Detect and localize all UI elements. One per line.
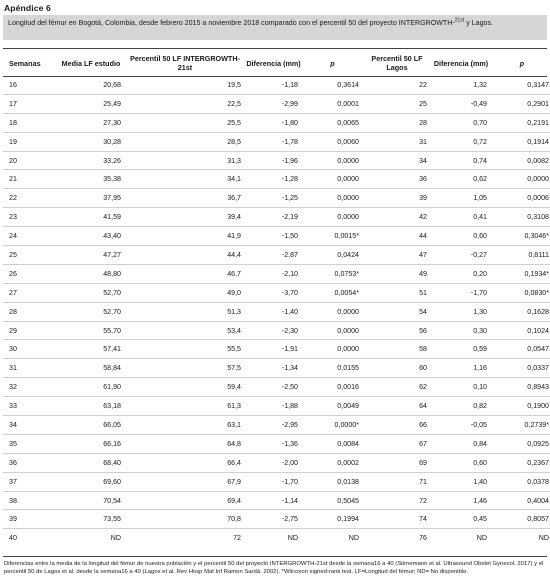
cell-percentil-lagos: 56 bbox=[363, 321, 431, 340]
cell-diferencia: -2,87 bbox=[245, 246, 302, 265]
table-body bbox=[3, 76, 550, 547]
cell-p-value: 0,0049 bbox=[302, 397, 363, 416]
cell-p-value: 0,0054* bbox=[302, 283, 363, 302]
cell-p-value: 0,0000 bbox=[302, 170, 363, 189]
cell-diferencia-lagos: 0,70 bbox=[431, 113, 491, 132]
cell-diferencia: -1,36 bbox=[245, 434, 302, 453]
cell-p-value-lagos: ND bbox=[538, 534, 549, 543]
cell-percentil-intergrowth: 51,3 bbox=[125, 302, 245, 321]
table-row bbox=[3, 227, 550, 246]
cell-percentil-intergrowth: 31,3 bbox=[125, 151, 245, 170]
cell-media-lf: ND bbox=[110, 534, 121, 543]
cell-media-lf: 48,80 bbox=[57, 264, 125, 283]
table-row bbox=[3, 246, 550, 265]
cell-percentil-lagos: 66 bbox=[363, 416, 431, 435]
cell-semana: 17 bbox=[3, 94, 57, 113]
cell-p-value: 0,1994 bbox=[302, 510, 363, 529]
table-row bbox=[3, 264, 550, 283]
cell-diferencia-lagos: ND bbox=[476, 534, 487, 543]
table-row bbox=[3, 208, 550, 227]
cell-percentil-lagos: 34 bbox=[363, 151, 431, 170]
caption-superscript: 21st bbox=[454, 17, 465, 24]
cell-p-value: 0,0001 bbox=[302, 94, 363, 113]
cell-semana: 25 bbox=[3, 246, 57, 265]
cell-percentil-intergrowth: 69,4 bbox=[125, 491, 245, 510]
cell-p-value-lagos: 0,2367 bbox=[491, 453, 550, 472]
cell-percentil-intergrowth: 67,9 bbox=[125, 472, 245, 491]
cell-p-value-lagos: 0,3147 bbox=[491, 76, 550, 94]
table-row bbox=[3, 378, 550, 397]
cell-diferencia: -1,88 bbox=[245, 397, 302, 416]
cell-p-value: 0,0155 bbox=[302, 359, 363, 378]
cell-p-value: 0,0002 bbox=[302, 453, 363, 472]
cell-semana: 31 bbox=[3, 359, 57, 378]
cell-p-value: 0,0016 bbox=[302, 378, 363, 397]
table-row bbox=[3, 416, 550, 435]
cell-percentil-lagos: 74 bbox=[363, 510, 431, 529]
cell-percentil-intergrowth: 59,4 bbox=[125, 378, 245, 397]
table-row bbox=[3, 340, 550, 359]
cell-p-value: 0,0015* bbox=[302, 227, 363, 246]
table-caption bbox=[8, 19, 544, 28]
cell-diferencia: -1,70 bbox=[245, 472, 302, 491]
cell-percentil-lagos: 44 bbox=[363, 227, 431, 246]
header-media-lf: Media LF estudio bbox=[61, 58, 121, 68]
cell-media-lf: 52,70 bbox=[57, 302, 125, 321]
cell-p-value-lagos: 0,1628 bbox=[491, 302, 550, 321]
cell-diferencia-lagos: 0,45 bbox=[431, 510, 491, 529]
cell-diferencia-lagos: -1,70 bbox=[431, 283, 491, 302]
cell-p-value-lagos: 0,0925 bbox=[491, 434, 550, 453]
cell-diferencia-lagos: 0,41 bbox=[431, 208, 491, 227]
header-diferencia-lagos: Diferencia (mm) bbox=[433, 58, 489, 68]
table-caption-box bbox=[3, 15, 547, 40]
cell-media-lf: 43,40 bbox=[57, 227, 125, 246]
cell-p-value: 0,0000 bbox=[302, 189, 363, 208]
cell-p-value: 0,3614 bbox=[302, 76, 363, 94]
table-row bbox=[3, 510, 550, 529]
cell-percentil-lagos: 51 bbox=[363, 283, 431, 302]
header-diferencia: Diferencia (mm) bbox=[246, 58, 301, 68]
cell-percentil-intergrowth: 70,8 bbox=[125, 510, 245, 529]
cell-percentil-lagos: 76 bbox=[419, 534, 427, 543]
cell-percentil-lagos: 47 bbox=[363, 246, 431, 265]
cell-p-value-lagos: 0,0082 bbox=[491, 151, 550, 170]
cell-diferencia-lagos: 0,82 bbox=[431, 397, 491, 416]
table-row bbox=[3, 434, 550, 453]
table-row bbox=[3, 170, 550, 189]
cell-diferencia: -2,00 bbox=[245, 453, 302, 472]
cell-diferencia-lagos: 0,10 bbox=[431, 378, 491, 397]
table-row bbox=[3, 491, 550, 510]
cell-percentil-intergrowth: 72 bbox=[233, 534, 241, 543]
table-row bbox=[3, 302, 550, 321]
femur-length-table bbox=[3, 50, 550, 547]
table-footnote: Diferencias entre la media de la longitud del fémur de nuestra población y el percentil 50 del proyecto INTERGROWTH-21st desde la semana16 a 40 (Stirnemann et al. Ultrasound Obstet Gynecol. 2017) y el percentil 50 de Lagos et al. desde la semana16 a 40 (Lagos et al. Rev Hosp Mat Inf Ramon Sardá. 2002). *Wilcoxon signed-rank test. LF=Longitud del fémur; ND= No disponible. bbox=[4, 561, 544, 576]
cell-media-lf: 52,70 bbox=[57, 283, 125, 302]
cell-media-lf: 61,90 bbox=[57, 378, 125, 397]
cell-percentil-intergrowth: 61,3 bbox=[125, 397, 245, 416]
cell-semana: 19 bbox=[3, 132, 57, 151]
cell-p-value: 0,0000 bbox=[302, 340, 363, 359]
cell-p-value-lagos: 0,3046* bbox=[491, 227, 550, 246]
cell-media-lf: 70,54 bbox=[57, 491, 125, 510]
cell-semana: 26 bbox=[3, 264, 57, 283]
cell-p-value-lagos: 0,4004 bbox=[491, 491, 550, 510]
cell-media-lf: 55,70 bbox=[57, 321, 125, 340]
cell-diferencia-lagos: 0,59 bbox=[431, 340, 491, 359]
cell-p-value-lagos: 0,2901 bbox=[491, 94, 550, 113]
cell-diferencia: -1,78 bbox=[245, 132, 302, 151]
cell-diferencia-lagos: 0,20 bbox=[431, 264, 491, 283]
cell-p-value-lagos: 0,0000 bbox=[491, 170, 550, 189]
cell-percentil-intergrowth: 36,7 bbox=[125, 189, 245, 208]
cell-diferencia: -1,91 bbox=[245, 340, 302, 359]
cell-percentil-lagos: 58 bbox=[363, 340, 431, 359]
cell-media-lf: 63,18 bbox=[57, 397, 125, 416]
cell-p-value: 0,0138 bbox=[302, 472, 363, 491]
cell-diferencia: -2,75 bbox=[245, 510, 302, 529]
cell-percentil-lagos: 22 bbox=[363, 76, 431, 94]
caption-text: Longitud del fémur en Bogotá, Colombia, desde febrero 2015 a noviembre 2018 comparado con el percentil 50 del proyecto INTERGROWTH- bbox=[8, 19, 455, 27]
cell-media-lf: 35,38 bbox=[57, 170, 125, 189]
table-row bbox=[3, 359, 550, 378]
table-header-row bbox=[3, 50, 550, 76]
cell-semana: 36 bbox=[3, 453, 57, 472]
cell-p-value: 0,0000 bbox=[302, 302, 363, 321]
cell-p-value: 0,0060 bbox=[302, 132, 363, 151]
cell-diferencia: -2,99 bbox=[245, 94, 302, 113]
cell-semana: 20 bbox=[3, 151, 57, 170]
cell-percentil-intergrowth: 64,8 bbox=[125, 434, 245, 453]
cell-semana: 33 bbox=[3, 397, 57, 416]
table-bottom-rule bbox=[3, 556, 547, 557]
cell-p-value: 0,5045 bbox=[302, 491, 363, 510]
cell-percentil-lagos: 72 bbox=[363, 491, 431, 510]
cell-diferencia: -3,70 bbox=[245, 283, 302, 302]
cell-media-lf: 66,16 bbox=[57, 434, 125, 453]
cell-percentil-lagos: 60 bbox=[363, 359, 431, 378]
cell-percentil-intergrowth: 63,1 bbox=[125, 416, 245, 435]
cell-semana: 40 bbox=[9, 534, 17, 543]
cell-diferencia: -2,19 bbox=[245, 208, 302, 227]
cell-media-lf: 33,26 bbox=[57, 151, 125, 170]
cell-diferencia: -1,96 bbox=[245, 151, 302, 170]
cell-p-value-lagos: 0,1900 bbox=[491, 397, 550, 416]
cell-percentil-intergrowth: 25,5 bbox=[125, 113, 245, 132]
header-bottom-rule bbox=[3, 76, 547, 77]
cell-diferencia-lagos: -0,05 bbox=[431, 416, 491, 435]
cell-percentil-intergrowth: 22,5 bbox=[125, 94, 245, 113]
cell-diferencia: -1,34 bbox=[245, 359, 302, 378]
cell-p-value: 0,0000 bbox=[302, 208, 363, 227]
cell-media-lf: 30,28 bbox=[57, 132, 125, 151]
cell-p-value-lagos: 0,8057 bbox=[491, 510, 550, 529]
cell-media-lf: 47,27 bbox=[57, 246, 125, 265]
cell-percentil-lagos: 64 bbox=[363, 397, 431, 416]
cell-percentil-intergrowth: 44,4 bbox=[125, 246, 245, 265]
cell-percentil-intergrowth: 28,5 bbox=[125, 132, 245, 151]
header-p-lagos: p bbox=[519, 58, 525, 68]
cell-diferencia: -1,28 bbox=[245, 170, 302, 189]
cell-diferencia: -2,30 bbox=[245, 321, 302, 340]
caption-end: y Lagos. bbox=[464, 19, 494, 27]
cell-p-value-lagos: 0,1024 bbox=[491, 321, 550, 340]
cell-p-value-lagos: 0,0830* bbox=[491, 283, 550, 302]
header-semanas: Semanas bbox=[9, 58, 41, 68]
cell-semana: 37 bbox=[3, 472, 57, 491]
table-row bbox=[3, 529, 550, 547]
cell-semana: 29 bbox=[3, 321, 57, 340]
cell-diferencia-lagos: 0,60 bbox=[431, 453, 491, 472]
cell-diferencia-lagos: 1,30 bbox=[431, 302, 491, 321]
cell-p-value: ND bbox=[348, 534, 359, 543]
cell-percentil-lagos: 25 bbox=[363, 94, 431, 113]
cell-diferencia: -1,14 bbox=[245, 491, 302, 510]
cell-media-lf: 69,60 bbox=[57, 472, 125, 491]
cell-p-value: 0,0753* bbox=[302, 264, 363, 283]
cell-diferencia: -2,95 bbox=[245, 416, 302, 435]
cell-percentil-lagos: 39 bbox=[363, 189, 431, 208]
cell-percentil-lagos: 62 bbox=[363, 378, 431, 397]
table-row bbox=[3, 321, 550, 340]
cell-percentil-intergrowth: 46,7 bbox=[125, 264, 245, 283]
cell-diferencia-lagos: 0,30 bbox=[431, 321, 491, 340]
cell-semana: 24 bbox=[3, 227, 57, 246]
cell-diferencia: -1,80 bbox=[245, 113, 302, 132]
cell-p-value: 0,0084 bbox=[302, 434, 363, 453]
cell-semana: 21 bbox=[3, 170, 57, 189]
cell-semana: 23 bbox=[3, 208, 57, 227]
cell-p-value-lagos: 0,0006 bbox=[491, 189, 550, 208]
table-row bbox=[3, 397, 550, 416]
cell-p-value-lagos: 0,8943 bbox=[491, 378, 550, 397]
cell-diferencia: -2,50 bbox=[245, 378, 302, 397]
cell-diferencia-lagos: 1,32 bbox=[431, 76, 491, 94]
cell-semana: 27 bbox=[3, 283, 57, 302]
cell-percentil-lagos: 49 bbox=[363, 264, 431, 283]
cell-percentil-intergrowth: 49,0 bbox=[125, 283, 245, 302]
cell-p-value: 0,0065 bbox=[302, 113, 363, 132]
cell-p-value-lagos: 0,0337 bbox=[491, 359, 550, 378]
cell-p-value: 0,0000* bbox=[302, 416, 363, 435]
table-row bbox=[3, 472, 550, 491]
appendix-title: Apéndice 6 bbox=[4, 3, 51, 13]
cell-diferencia: -1,50 bbox=[245, 227, 302, 246]
cell-percentil-lagos: 67 bbox=[363, 434, 431, 453]
cell-percentil-lagos: 28 bbox=[363, 113, 431, 132]
cell-media-lf: 68,40 bbox=[57, 453, 125, 472]
table-row bbox=[3, 132, 550, 151]
table-row bbox=[3, 113, 550, 132]
table-row bbox=[3, 94, 550, 113]
cell-diferencia-lagos: 0,72 bbox=[431, 132, 491, 151]
cell-diferencia-lagos: -0,27 bbox=[431, 246, 491, 265]
cell-semana: 22 bbox=[3, 189, 57, 208]
header-p: p bbox=[330, 58, 335, 68]
cell-p-value-lagos: 0,0547 bbox=[491, 340, 550, 359]
header-percentil-intergrowth: Percentil 50 LF INTERGROWTH-21st bbox=[130, 54, 240, 72]
cell-media-lf: 25,49 bbox=[57, 94, 125, 113]
cell-diferencia-lagos: 1,05 bbox=[431, 189, 491, 208]
cell-percentil-intergrowth: 19,5 bbox=[125, 76, 245, 94]
table-row bbox=[3, 151, 550, 170]
cell-percentil-intergrowth: 39,4 bbox=[125, 208, 245, 227]
cell-media-lf: 57,41 bbox=[57, 340, 125, 359]
cell-diferencia-lagos: -0,49 bbox=[431, 94, 491, 113]
cell-p-value-lagos: 0,3108 bbox=[491, 208, 550, 227]
table-row bbox=[3, 189, 550, 208]
cell-percentil-intergrowth: 66,4 bbox=[125, 453, 245, 472]
cell-percentil-lagos: 69 bbox=[363, 453, 431, 472]
cell-diferencia-lagos: 0,84 bbox=[431, 434, 491, 453]
cell-media-lf: 27,30 bbox=[57, 113, 125, 132]
table-row bbox=[3, 283, 550, 302]
cell-diferencia-lagos: 0,62 bbox=[431, 170, 491, 189]
cell-percentil-lagos: 36 bbox=[363, 170, 431, 189]
cell-diferencia: -2,10 bbox=[245, 264, 302, 283]
cell-p-value-lagos: 0,8111 bbox=[491, 246, 550, 265]
cell-percentil-lagos: 42 bbox=[363, 208, 431, 227]
cell-semana: 32 bbox=[3, 378, 57, 397]
cell-semana: 16 bbox=[3, 76, 57, 94]
cell-p-value: 0,0424 bbox=[302, 246, 363, 265]
cell-diferencia-lagos: 0,60 bbox=[431, 227, 491, 246]
cell-semana: 28 bbox=[3, 302, 57, 321]
cell-media-lf: 37,95 bbox=[57, 189, 125, 208]
cell-p-value-lagos: 0,2191 bbox=[491, 113, 550, 132]
cell-media-lf: 41,59 bbox=[57, 208, 125, 227]
table-row bbox=[3, 76, 550, 94]
cell-percentil-intergrowth: 57,5 bbox=[125, 359, 245, 378]
cell-percentil-intergrowth: 41,9 bbox=[125, 227, 245, 246]
cell-p-value: 0,0000 bbox=[302, 151, 363, 170]
cell-p-value-lagos: 0,2739* bbox=[491, 416, 550, 435]
cell-diferencia: ND bbox=[287, 534, 298, 543]
cell-diferencia: -1,40 bbox=[245, 302, 302, 321]
cell-semana: 30 bbox=[3, 340, 57, 359]
cell-diferencia-lagos: 1,16 bbox=[431, 359, 491, 378]
cell-semana: 39 bbox=[3, 510, 57, 529]
cell-p-value: 0,0000 bbox=[302, 321, 363, 340]
cell-semana: 35 bbox=[3, 434, 57, 453]
cell-diferencia-lagos: 1,46 bbox=[431, 491, 491, 510]
cell-semana: 38 bbox=[3, 491, 57, 510]
cell-percentil-intergrowth: 55,5 bbox=[125, 340, 245, 359]
table-row bbox=[3, 453, 550, 472]
cell-diferencia-lagos: 0,74 bbox=[431, 151, 491, 170]
cell-diferencia-lagos: 1,40 bbox=[431, 472, 491, 491]
cell-p-value-lagos: 0,0378 bbox=[491, 472, 550, 491]
cell-percentil-intergrowth: 53,4 bbox=[125, 321, 245, 340]
cell-semana: 34 bbox=[3, 416, 57, 435]
cell-semana: 18 bbox=[3, 113, 57, 132]
cell-percentil-lagos: 31 bbox=[363, 132, 431, 151]
cell-percentil-intergrowth: 34,1 bbox=[125, 170, 245, 189]
cell-media-lf: 73,55 bbox=[57, 510, 125, 529]
cell-percentil-lagos: 54 bbox=[363, 302, 431, 321]
cell-media-lf: 20,68 bbox=[57, 76, 125, 94]
table-top-rule bbox=[3, 48, 547, 49]
cell-media-lf: 66,05 bbox=[57, 416, 125, 435]
cell-diferencia: -1,25 bbox=[245, 189, 302, 208]
cell-diferencia: -1,18 bbox=[245, 76, 302, 94]
header-percentil-lagos: Percentil 50 LF Lagos bbox=[371, 54, 423, 72]
cell-percentil-lagos: 71 bbox=[363, 472, 431, 491]
cell-p-value-lagos: 0,1934* bbox=[491, 264, 550, 283]
cell-media-lf: 58,84 bbox=[57, 359, 125, 378]
cell-p-value-lagos: 0,1914 bbox=[491, 132, 550, 151]
